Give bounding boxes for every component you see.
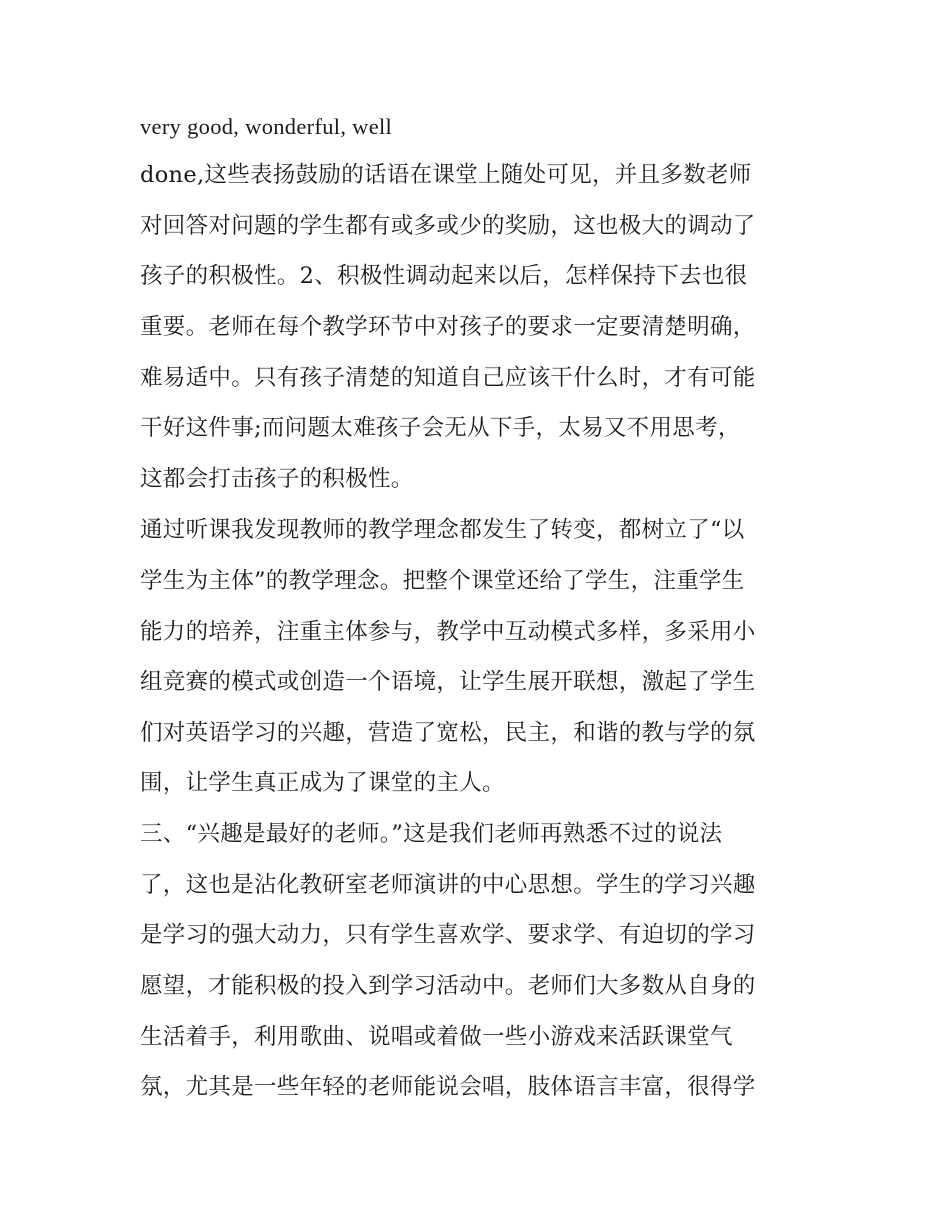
text-line: 愿望，才能积极的投入到学习活动中。老师们大多数从自身的 (140, 973, 756, 999)
text-line: very good, wonderful, well (140, 114, 393, 139)
text-line: done,这些表扬鼓励的话语在课堂上随处可见，并且多数老师 (140, 162, 752, 188)
text-line: 围，让学生真正成为了课堂的主人。 (140, 770, 505, 796)
text-line: 能力的培养，注重主体参与，教学中互动模式多样，多采用小 (140, 619, 756, 645)
text-line: 生活着手，利用歌曲、说唱或着做一些小游戏来活跃课堂气 (140, 1024, 733, 1050)
text-line: 孩子的积极性。2、积极性调动起来以后，怎样保持下去也很 (140, 263, 748, 289)
text-line: 是学习的强大动力，只有学生喜欢学、要求学、有迫切的学习 (140, 922, 756, 948)
text-line: 重要。老师在每个教学环节中对孩子的要求一定要清楚明确， (140, 314, 756, 340)
text-line: 学生为主体”的教学理念。把整个课堂还给了学生，注重学生 (140, 568, 745, 594)
text-line: 难易适中。只有孩子清楚的知道自己应该干什么时，才有可能 (140, 365, 756, 391)
text-line: 氛，尤其是一些年轻的老师能说会唱，肢体语言丰富，很得学 (140, 1074, 756, 1100)
text-line: 这都会打击孩子的积极性。 (140, 466, 414, 492)
text-line: 通过听课我发现教师的教学理念都发生了转变，都树立了“以 (140, 517, 745, 543)
text-line: 们对英语学习的兴趣，营造了宽松，民主，和谐的教与学的氛 (140, 720, 756, 746)
text-line: 对回答对问题的学生都有或多或少的奖励，这也极大的调动了 (140, 213, 756, 239)
text-line: 干好这件事;而问题太难孩子会无从下手，太易又不用思考， (140, 415, 741, 441)
text-line: 三、“兴趣是最好的老师。”这是我们老师再熟悉不过的说法 (140, 821, 723, 847)
text-line: 组竞赛的模式或创造一个语境，让学生展开联想，激起了学生 (140, 669, 756, 695)
text-line: 了，这也是沾化教研室老师演讲的中心思想。学生的学习兴趣 (140, 872, 756, 898)
